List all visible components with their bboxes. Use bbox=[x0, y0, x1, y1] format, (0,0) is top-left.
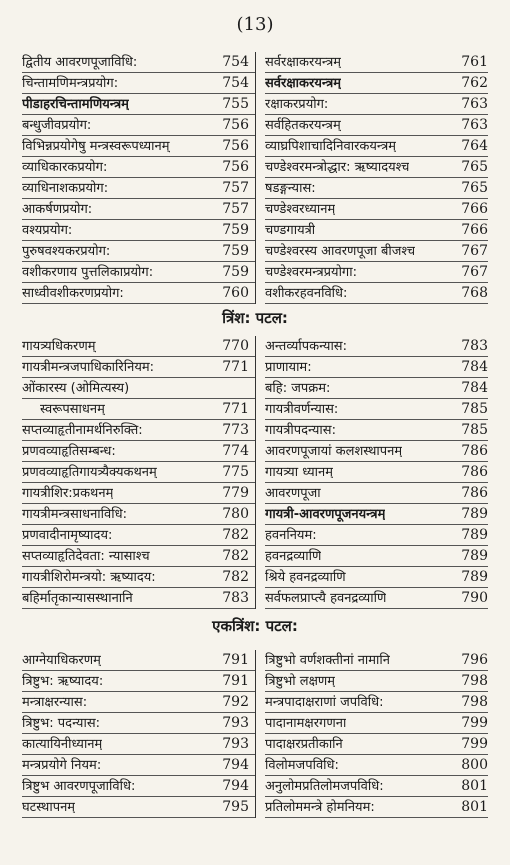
contents-entry bbox=[265, 567, 488, 588]
contents-entry bbox=[265, 399, 488, 420]
contents-entry bbox=[22, 115, 255, 136]
entry-title: बन्धुजीवप्रयोग: bbox=[22, 118, 92, 133]
contents-entry bbox=[265, 713, 488, 734]
entry-title: अनुलोमप्रतिलोमजपविधि: bbox=[265, 779, 384, 794]
entry-page-number: 792 bbox=[222, 694, 249, 710]
entry-title: गायत्र्या ध्यानम् bbox=[265, 465, 333, 480]
contents-entry bbox=[22, 241, 255, 262]
entry-page-number: 795 bbox=[222, 799, 249, 815]
entry-title: आवरणपूजायां कलशस्थापनम् bbox=[265, 444, 403, 459]
entry-page-number: 784 bbox=[461, 359, 488, 375]
contents-entry bbox=[22, 220, 255, 241]
contents-entry bbox=[265, 357, 488, 378]
entry-title: सर्वरक्षाकरयन्त्रम् bbox=[265, 76, 342, 91]
entry-page-number: 796 bbox=[461, 652, 488, 668]
contents-entry bbox=[265, 797, 488, 818]
contents-entry bbox=[22, 199, 255, 220]
entry-page-number: 771 bbox=[222, 359, 249, 375]
contents-columns bbox=[22, 52, 488, 304]
contents-section-3 bbox=[22, 650, 488, 818]
entry-title: त्रिष्टुभो वर्णशक्तीनां नामानि bbox=[265, 653, 391, 668]
column-divider bbox=[255, 336, 256, 609]
entry-title: घटस्थापनम् bbox=[22, 800, 76, 815]
contents-entry bbox=[265, 734, 488, 755]
entry-page-number: 764 bbox=[461, 138, 488, 154]
contents-entry bbox=[22, 734, 255, 755]
entry-page-number: 774 bbox=[222, 443, 249, 459]
entry-title: प्रतिलोममन्त्रे होमनियम: bbox=[265, 800, 375, 815]
entry-title: गायत्रीवर्णन्यास: bbox=[265, 402, 339, 417]
entry-title: सप्तव्याहृतिदेवता: न्यासाश्च bbox=[22, 549, 150, 564]
contents-entry bbox=[22, 650, 255, 671]
contents-column-left bbox=[22, 336, 255, 609]
entry-page-number: 782 bbox=[222, 569, 249, 585]
entry-page-number: 757 bbox=[222, 201, 249, 217]
contents-entry bbox=[265, 650, 488, 671]
entry-page-number: 801 bbox=[461, 799, 488, 815]
entry-title: गायत्रीमन्त्रसाधनाविधि: bbox=[22, 507, 128, 522]
contents-entry bbox=[265, 136, 488, 157]
entry-title: पीडाहरचिन्तामणियन्त्रम् bbox=[22, 97, 129, 112]
entry-title: द्वितीय आवरणपूजाविधि: bbox=[22, 55, 138, 70]
entry-title: गायत्रीमन्त्रजपाधिकारिनियम: bbox=[22, 360, 155, 375]
contents-entry bbox=[22, 157, 255, 178]
entry-page-number: 759 bbox=[222, 222, 249, 238]
entry-page-number: 770 bbox=[222, 338, 249, 354]
entry-title: चिन्तामणिमन्त्रप्रयोग: bbox=[22, 76, 119, 91]
contents-column-left bbox=[22, 650, 255, 818]
column-divider bbox=[255, 650, 256, 818]
entry-title: त्रिष्टुभो लक्षणम् bbox=[265, 674, 336, 689]
contents-entry bbox=[22, 525, 255, 546]
entry-title: गायत्रीपदन्यास: bbox=[265, 423, 336, 438]
contents-entry bbox=[265, 52, 488, 73]
entry-title: गायत्र्यधिकरणम् bbox=[22, 339, 96, 354]
contents-entry bbox=[22, 483, 255, 504]
contents-entry bbox=[265, 588, 488, 609]
entry-title: प्रणवव्याहृतिसम्बन्ध: bbox=[22, 444, 116, 459]
entry-page-number: 773 bbox=[222, 422, 249, 438]
entry-page-number: 761 bbox=[461, 54, 488, 70]
entry-page-number: 799 bbox=[461, 715, 488, 731]
entry-page-number: 801 bbox=[461, 778, 488, 794]
entry-page-number: 755 bbox=[222, 96, 249, 112]
contents-entry bbox=[265, 483, 488, 504]
entry-page-number: 789 bbox=[461, 527, 488, 543]
entry-page-number: 783 bbox=[222, 590, 249, 606]
contents-entry bbox=[265, 115, 488, 136]
column-divider bbox=[255, 52, 256, 304]
entry-title: आकर्षणप्रयोग: bbox=[22, 202, 93, 217]
contents-entry bbox=[265, 178, 488, 199]
entry-page-number: 786 bbox=[461, 443, 488, 459]
entry-page-number: 765 bbox=[461, 159, 488, 175]
entry-page-number: 786 bbox=[461, 485, 488, 501]
contents-entry bbox=[265, 546, 488, 567]
entry-title: मन्त्रप्रयोगे नियम: bbox=[22, 758, 102, 773]
entry-title: बहिर्मातृकान्यासस्थानानि bbox=[22, 591, 133, 606]
entry-title: गायत्रीशिरोमन्त्रयो: ऋष्यादय: bbox=[22, 570, 156, 585]
entry-page-number: 767 bbox=[461, 264, 488, 280]
contents-entry bbox=[22, 567, 255, 588]
contents-entry bbox=[22, 283, 255, 304]
entry-title: रक्षाकरप्रयोग: bbox=[265, 97, 329, 112]
entry-page-number: 798 bbox=[461, 673, 488, 689]
contents-entry bbox=[22, 713, 255, 734]
contents-entry bbox=[265, 692, 488, 713]
entry-title: चण्डेश्वरमन्त्रोद्धार: ऋष्यादयश्च bbox=[265, 160, 410, 175]
contents-entry bbox=[265, 776, 488, 797]
contents-entry bbox=[265, 283, 488, 304]
entry-page-number: 783 bbox=[461, 338, 488, 354]
contents-entry bbox=[22, 504, 255, 525]
contents-section-1 bbox=[22, 52, 488, 304]
contents-entry bbox=[22, 588, 255, 609]
entry-title: चण्डेश्वरध्यानम् bbox=[265, 202, 336, 217]
contents-entry bbox=[265, 504, 488, 525]
entry-page-number: 800 bbox=[461, 757, 488, 773]
entry-title: चण्डेश्वरमन्त्रप्रयोगा: bbox=[265, 265, 357, 280]
contents-entry bbox=[22, 178, 255, 199]
entry-title: साध्वीवशीकरणप्रयोग: bbox=[22, 286, 124, 301]
entry-page-number: 756 bbox=[222, 159, 249, 175]
entry-title: व्याधिनाशकप्रयोग: bbox=[22, 181, 109, 196]
chapter-heading-31: एकत्रिंश: पटल: bbox=[212, 617, 298, 635]
contents-entry bbox=[265, 94, 488, 115]
entry-page-number: 784 bbox=[461, 380, 488, 396]
contents-entry bbox=[265, 336, 488, 357]
entry-page-number: 756 bbox=[222, 138, 249, 154]
contents-column-right bbox=[255, 336, 488, 609]
entry-title: पुरुषवश्यकरप्रयोग: bbox=[22, 244, 111, 259]
entry-title: सर्वरक्षाकरयन्त्रम् bbox=[265, 55, 342, 70]
entry-title: कात्यायिनीध्यानम् bbox=[22, 737, 103, 752]
contents-entry bbox=[22, 462, 255, 483]
entry-page-number: 767 bbox=[461, 243, 488, 259]
contents-entry bbox=[22, 755, 255, 776]
entry-page-number: 789 bbox=[461, 548, 488, 564]
entry-title: सप्तव्याहृतीनामर्थनिरुक्ति: bbox=[22, 423, 143, 438]
entry-page-number: 759 bbox=[222, 264, 249, 280]
entry-page-number: 775 bbox=[222, 464, 249, 480]
entry-title: प्रणवादीनामृष्यादय: bbox=[22, 528, 113, 543]
entry-page-number: 766 bbox=[461, 201, 488, 217]
contents-entry bbox=[265, 755, 488, 776]
entry-page-number: 793 bbox=[222, 715, 249, 731]
entry-title: त्रिष्टुभ आवरणपूजाविधि: bbox=[22, 779, 136, 794]
entry-title: स्वरूपसाधनम् bbox=[40, 402, 105, 417]
entry-title: व्याघ्रपिशाचादिनिवारकयन्त्रम् bbox=[265, 139, 397, 154]
entry-page-number: 766 bbox=[461, 222, 488, 238]
entry-title: गायत्री-आवरणपूजनयन्त्रम् bbox=[265, 507, 386, 522]
contents-entry bbox=[22, 336, 255, 357]
entry-page-number: 762 bbox=[461, 75, 488, 91]
entry-page-number: 756 bbox=[222, 117, 249, 133]
entry-page-number: 768 bbox=[461, 285, 488, 301]
page-number: (13) bbox=[236, 14, 274, 35]
entry-title: प्रणवव्याहृतिगायत्र्यैक्यकथनम् bbox=[22, 465, 157, 480]
entry-page-number: 779 bbox=[222, 485, 249, 501]
entry-title: सर्वफलप्राप्त्यै हवनद्रव्याणि bbox=[265, 591, 387, 606]
entry-title: वशीकरणाय पुत्तलिकाप्रयोग: bbox=[22, 265, 154, 280]
contents-entry bbox=[22, 420, 255, 441]
contents-entry bbox=[265, 671, 488, 692]
entry-page-number: 782 bbox=[222, 548, 249, 564]
entry-title: विलोमजपविधि: bbox=[265, 758, 339, 773]
entry-title: षडङ्गन्यास: bbox=[265, 181, 316, 196]
entry-page-number: 759 bbox=[222, 243, 249, 259]
entry-page-number: 789 bbox=[461, 569, 488, 585]
contents-entry bbox=[265, 262, 488, 283]
entry-title: सर्वहितकरयन्त्रम् bbox=[265, 118, 341, 133]
entry-page-number: 765 bbox=[461, 180, 488, 196]
contents-entry bbox=[22, 671, 255, 692]
contents-entry bbox=[22, 797, 255, 818]
entry-title: वश्यप्रयोग: bbox=[22, 223, 73, 238]
entry-page-number: 798 bbox=[461, 694, 488, 710]
entry-page-number: 754 bbox=[222, 54, 249, 70]
entry-page-number: 799 bbox=[461, 736, 488, 752]
entry-title: ओंकारस्य (ओमित्यस्य) bbox=[22, 381, 130, 396]
entry-page-number: 754 bbox=[222, 75, 249, 91]
entry-title: हवननियम: bbox=[265, 528, 317, 543]
entry-page-number: 780 bbox=[222, 506, 249, 522]
entry-page-number: 782 bbox=[222, 527, 249, 543]
contents-column-right bbox=[255, 52, 488, 304]
contents-entry bbox=[22, 136, 255, 157]
entry-title: वशीकरहवनविधि: bbox=[265, 286, 348, 301]
contents-entry bbox=[22, 692, 255, 713]
contents-entry bbox=[22, 378, 255, 399]
contents-entry bbox=[265, 73, 488, 94]
contents-entry bbox=[22, 262, 255, 283]
contents-entry bbox=[22, 52, 255, 73]
entry-page-number: 786 bbox=[461, 464, 488, 480]
contents-columns bbox=[22, 650, 488, 818]
contents-column-right bbox=[255, 650, 488, 818]
entry-page-number: 757 bbox=[222, 180, 249, 196]
contents-entry bbox=[22, 546, 255, 567]
contents-entry bbox=[265, 525, 488, 546]
entry-title: पादानामक्षरगणना bbox=[265, 716, 347, 731]
entry-title: हवनद्रव्याणि bbox=[265, 549, 322, 564]
entry-page-number: 763 bbox=[461, 96, 488, 112]
entry-page-number: 794 bbox=[222, 757, 249, 773]
entry-page-number: 791 bbox=[222, 652, 249, 668]
entry-title: विभिन्नप्रयोगेषु मन्त्रस्वरूपध्यानम् bbox=[22, 139, 170, 154]
entry-title: मन्त्रपादाक्षराणां जपविधि: bbox=[265, 695, 384, 710]
entry-page-number: 789 bbox=[461, 506, 488, 522]
entry-title: श्रिये हवनद्रव्याणि bbox=[265, 570, 346, 585]
entry-title: त्रिष्टुभ: ऋष्यादय: bbox=[22, 674, 104, 689]
entry-page-number: 785 bbox=[461, 401, 488, 417]
entry-title: व्याधिकारकप्रयोग: bbox=[22, 160, 108, 175]
entry-title: आग्नेयाधिकरणम् bbox=[22, 653, 101, 668]
entry-title: मन्त्राक्षरन्यास: bbox=[22, 695, 88, 710]
entry-page-number: 771 bbox=[222, 401, 249, 417]
entry-page-number: 794 bbox=[222, 778, 249, 794]
contents-columns bbox=[22, 336, 488, 609]
entry-title: बहि: जपक्रम: bbox=[265, 381, 331, 396]
contents-entry bbox=[265, 241, 488, 262]
entry-title: पादाक्षरप्रतीकानि bbox=[265, 737, 343, 752]
contents-entry bbox=[265, 199, 488, 220]
contents-entry bbox=[265, 157, 488, 178]
contents-entry bbox=[265, 420, 488, 441]
contents-column-left bbox=[22, 52, 255, 304]
contents-entry bbox=[22, 73, 255, 94]
contents-entry bbox=[22, 441, 255, 462]
chapter-heading-30: त्रिंश: पटल: bbox=[222, 309, 288, 327]
entry-title: गायत्रीशिर:प्रकथनम् bbox=[22, 486, 114, 501]
contents-entry bbox=[265, 462, 488, 483]
entry-page-number: 793 bbox=[222, 736, 249, 752]
entry-title: प्राणायाम: bbox=[265, 360, 312, 375]
entry-title: अन्तर्व्यापकन्यास: bbox=[265, 339, 347, 354]
entry-title: त्रिष्टुभ: पदन्यास: bbox=[22, 716, 100, 731]
entry-page-number: 791 bbox=[222, 673, 249, 689]
contents-entry bbox=[22, 357, 255, 378]
contents-entry bbox=[22, 94, 255, 115]
entry-page-number: 785 bbox=[461, 422, 488, 438]
entry-page-number: 763 bbox=[461, 117, 488, 133]
entry-page-number: 790 bbox=[461, 590, 488, 606]
contents-section-2 bbox=[22, 336, 488, 609]
contents-entry bbox=[265, 220, 488, 241]
entry-title: आवरणपूजा bbox=[265, 486, 321, 501]
entry-title: चण्डगायत्री bbox=[265, 223, 316, 238]
contents-entry bbox=[22, 399, 255, 420]
contents-entry bbox=[22, 776, 255, 797]
entry-title: चण्डेश्वरस्य आवरणपूजा बीजश्च bbox=[265, 244, 416, 259]
entry-page-number: 760 bbox=[222, 285, 249, 301]
contents-entry bbox=[265, 441, 488, 462]
contents-entry bbox=[265, 378, 488, 399]
